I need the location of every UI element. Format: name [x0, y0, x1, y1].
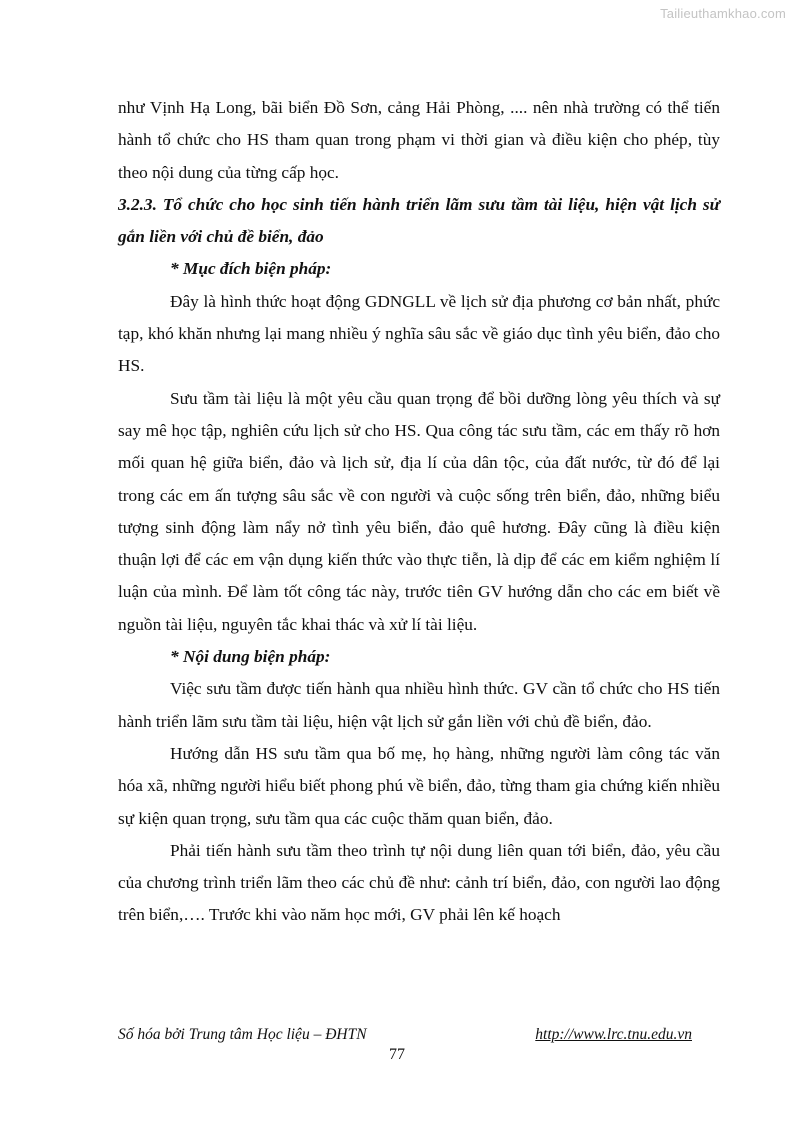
paragraph: Việc sưu tầm được tiến hành qua nhiều hình thức. GV cần tổ chức cho HS tiến hành triển lãm sưu tầm tài liệu, hiện vật lịch sử gắn liền với chủ đề biển, đảo. — [118, 679, 720, 731]
paragraph: Sưu tầm tài liệu là một yêu cầu quan trọng để bồi dưỡng lòng yêu thích và sự say mê học tập, nghiên cứu lịch sử cho HS. Qua công tác sưu tầm, các em thấy rõ hơn mối quan hệ giữa biển, đảo và lịch sử, địa lí của dân tộc, của đất nước, từ đó để lại trong các em ấn tượng sâu sắc về con người và cuộc sống trên biển, đảo, những biểu tượng sinh động làm nẩy nở tình yêu biển, đảo quê hương. Đây cũng là điều kiện thuận lợi để các em vận dụng kiến thức vào thực tiễn, là dịp để các em kiểm nghiệm lí luận của mình. Để làm tốt công tác này, trước tiên GV hướng dẫn cho các em biết về nguồn tài liệu, nguyên tắc khai thác và xử lí tài liệu. — [118, 388, 720, 634]
paragraph: Phải tiến hành sưu tầm theo trình tự nội dung liên quan tới biển, đảo, yêu cầu của chương trình triển lãm theo các chủ đề như: cảnh trí biển, đảo, con người lao động trên biển,…. Trước khi vào năm học mới, GV phải lên kế hoạch — [118, 840, 720, 925]
subheading-content: * Nội dung biện pháp: — [170, 647, 331, 667]
page-number: 77 — [389, 1046, 405, 1063]
page-body — [118, 92, 720, 932]
subheading-purpose: * Mục đích biện pháp: — [170, 259, 332, 279]
section-heading: 3.2.3. Tổ chức cho học sinh tiến hành triển lãm sưu tầm tài liệu, hiện vật lịch sử gắn liền với chủ đề biển, đảo — [118, 194, 720, 247]
paragraph-continuation: như Vịnh Hạ Long, bãi biển Đồ Sơn, cảng Hải Phòng, .... nên nhà trường có thể tiến hành tổ chức cho HS tham quan trong phạm vi thời gian và điều kiện cho phép, tùy theo nội dung của từng cấp học. — [118, 98, 720, 182]
paragraph: Hướng dẫn HS sưu tầm qua bố mẹ, họ hàng, những người làm công tác văn hóa xã, những người hiểu biết phong phú về biển, đảo, từng tham gia chứng kiến nhiều sự kiện quan trọng, sưu tầm qua các cuộc thăm quan biển, đảo. — [118, 743, 720, 828]
watermark-text: Tailieuthamkhao.com — [660, 6, 786, 21]
paragraph: Đây là hình thức hoạt động GDNGLL về lịch sử địa phương cơ bản nhất, phức tạp, khó khăn nhưng lại mang nhiều ý nghĩa sâu sắc về giáo dục tình yêu biển, đảo cho HS. — [118, 291, 720, 376]
footer-source: Số hóa bởi Trung tâm Học liệu – ĐHTN — [118, 1026, 367, 1043]
footer-link[interactable]: http://www.lrc.tnu.edu.vn — [535, 1026, 692, 1043]
